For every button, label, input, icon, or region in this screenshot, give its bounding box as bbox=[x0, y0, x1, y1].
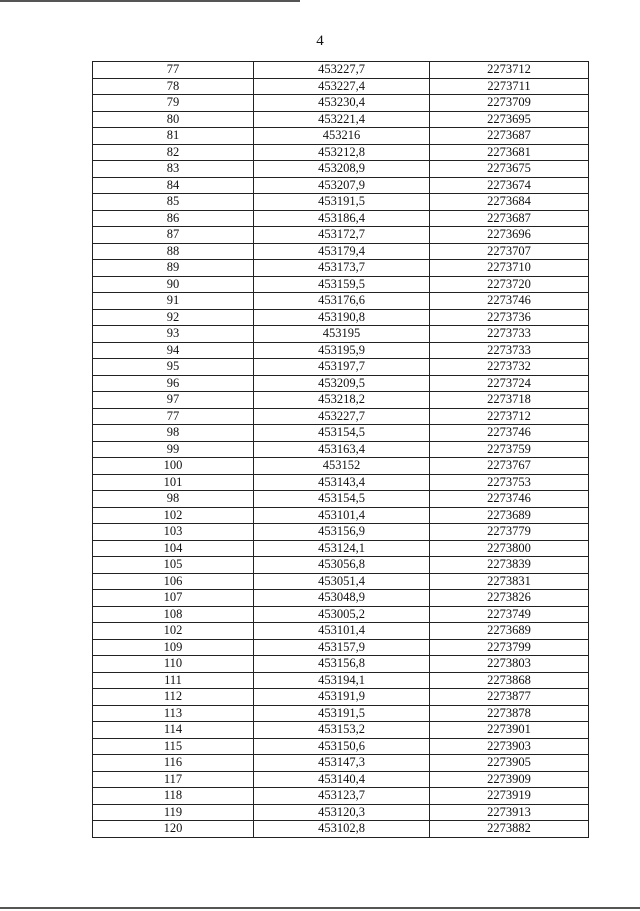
point-number-cell: 85 bbox=[93, 194, 254, 211]
x-coordinate-cell: 453163,4 bbox=[254, 441, 430, 458]
y-coordinate-cell: 2273882 bbox=[430, 821, 589, 838]
x-coordinate-cell: 453195,9 bbox=[254, 342, 430, 359]
x-coordinate-cell: 453152 bbox=[254, 458, 430, 475]
point-number-cell: 100 bbox=[93, 458, 254, 475]
x-coordinate-cell: 453227,7 bbox=[254, 62, 430, 79]
point-number-cell: 101 bbox=[93, 474, 254, 491]
x-coordinate-cell: 453230,4 bbox=[254, 95, 430, 112]
x-coordinate-cell: 453140,4 bbox=[254, 771, 430, 788]
x-coordinate-cell: 453212,8 bbox=[254, 144, 430, 161]
x-coordinate-cell: 453197,7 bbox=[254, 359, 430, 376]
x-coordinate-cell: 453101,4 bbox=[254, 623, 430, 640]
y-coordinate-cell: 2273696 bbox=[430, 227, 589, 244]
table-row bbox=[93, 309, 589, 326]
x-coordinate-cell: 453005,2 bbox=[254, 606, 430, 623]
x-coordinate-cell: 453154,5 bbox=[254, 425, 430, 442]
y-coordinate-cell: 2273878 bbox=[430, 705, 589, 722]
y-coordinate-cell: 2273753 bbox=[430, 474, 589, 491]
table-row bbox=[93, 524, 589, 541]
y-coordinate-cell: 2273687 bbox=[430, 210, 589, 227]
table-row bbox=[93, 425, 589, 442]
y-coordinate-cell: 2273710 bbox=[430, 260, 589, 277]
point-number-cell: 80 bbox=[93, 111, 254, 128]
table-row bbox=[93, 177, 589, 194]
table-row bbox=[93, 326, 589, 343]
x-coordinate-cell: 453051,4 bbox=[254, 573, 430, 590]
y-coordinate-cell: 2273675 bbox=[430, 161, 589, 178]
table-row bbox=[93, 161, 589, 178]
x-coordinate-cell: 453207,9 bbox=[254, 177, 430, 194]
point-number-cell: 108 bbox=[93, 606, 254, 623]
table-row bbox=[93, 276, 589, 293]
x-coordinate-cell: 453159,5 bbox=[254, 276, 430, 293]
x-coordinate-cell: 453190,8 bbox=[254, 309, 430, 326]
y-coordinate-cell: 2273732 bbox=[430, 359, 589, 376]
y-coordinate-cell: 2273674 bbox=[430, 177, 589, 194]
point-number-cell: 119 bbox=[93, 804, 254, 821]
x-coordinate-cell: 453143,4 bbox=[254, 474, 430, 491]
table-row bbox=[93, 359, 589, 376]
table-row bbox=[93, 590, 589, 607]
table-row bbox=[93, 243, 589, 260]
table-row bbox=[93, 458, 589, 475]
point-number-cell: 77 bbox=[93, 62, 254, 79]
table-row bbox=[93, 375, 589, 392]
point-number-cell: 104 bbox=[93, 540, 254, 557]
point-number-cell: 94 bbox=[93, 342, 254, 359]
y-coordinate-cell: 2273712 bbox=[430, 62, 589, 79]
x-coordinate-cell: 453179,4 bbox=[254, 243, 430, 260]
y-coordinate-cell: 2273746 bbox=[430, 425, 589, 442]
y-coordinate-cell: 2273839 bbox=[430, 557, 589, 574]
table-row bbox=[93, 293, 589, 310]
point-number-cell: 110 bbox=[93, 656, 254, 673]
x-coordinate-cell: 453056,8 bbox=[254, 557, 430, 574]
y-coordinate-cell: 2273877 bbox=[430, 689, 589, 706]
x-coordinate-cell: 453157,9 bbox=[254, 639, 430, 656]
coordinates-table bbox=[92, 61, 589, 838]
point-number-cell: 91 bbox=[93, 293, 254, 310]
x-coordinate-cell: 453123,7 bbox=[254, 788, 430, 805]
x-coordinate-cell: 453227,7 bbox=[254, 408, 430, 425]
table-row bbox=[93, 144, 589, 161]
table-row bbox=[93, 194, 589, 211]
x-coordinate-cell: 453172,7 bbox=[254, 227, 430, 244]
top-border-line bbox=[0, 0, 300, 2]
point-number-cell: 109 bbox=[93, 639, 254, 656]
table-row bbox=[93, 78, 589, 95]
table-row bbox=[93, 656, 589, 673]
table-row bbox=[93, 788, 589, 805]
x-coordinate-cell: 453156,8 bbox=[254, 656, 430, 673]
x-coordinate-cell: 453154,5 bbox=[254, 491, 430, 508]
x-coordinate-cell: 453208,9 bbox=[254, 161, 430, 178]
y-coordinate-cell: 2273759 bbox=[430, 441, 589, 458]
point-number-cell: 97 bbox=[93, 392, 254, 409]
point-number-cell: 92 bbox=[93, 309, 254, 326]
coordinates-table-body bbox=[93, 62, 589, 838]
point-number-cell: 84 bbox=[93, 177, 254, 194]
y-coordinate-cell: 2273746 bbox=[430, 293, 589, 310]
y-coordinate-cell: 2273831 bbox=[430, 573, 589, 590]
y-coordinate-cell: 2273800 bbox=[430, 540, 589, 557]
point-number-cell: 105 bbox=[93, 557, 254, 574]
point-number-cell: 112 bbox=[93, 689, 254, 706]
point-number-cell: 86 bbox=[93, 210, 254, 227]
point-number-cell: 113 bbox=[93, 705, 254, 722]
x-coordinate-cell: 453176,6 bbox=[254, 293, 430, 310]
x-coordinate-cell: 453186,4 bbox=[254, 210, 430, 227]
table-row bbox=[93, 260, 589, 277]
table-row bbox=[93, 111, 589, 128]
table-row bbox=[93, 491, 589, 508]
point-number-cell: 107 bbox=[93, 590, 254, 607]
y-coordinate-cell: 2273913 bbox=[430, 804, 589, 821]
table-row bbox=[93, 474, 589, 491]
point-number-cell: 77 bbox=[93, 408, 254, 425]
point-number-cell: 106 bbox=[93, 573, 254, 590]
y-coordinate-cell: 2273826 bbox=[430, 590, 589, 607]
y-coordinate-cell: 2273684 bbox=[430, 194, 589, 211]
x-coordinate-cell: 453218,2 bbox=[254, 392, 430, 409]
point-number-cell: 82 bbox=[93, 144, 254, 161]
y-coordinate-cell: 2273919 bbox=[430, 788, 589, 805]
x-coordinate-cell: 453102,8 bbox=[254, 821, 430, 838]
table-row bbox=[93, 705, 589, 722]
point-number-cell: 111 bbox=[93, 672, 254, 689]
point-number-cell: 93 bbox=[93, 326, 254, 343]
x-coordinate-cell: 453209,5 bbox=[254, 375, 430, 392]
table-row bbox=[93, 540, 589, 557]
y-coordinate-cell: 2273695 bbox=[430, 111, 589, 128]
table-row bbox=[93, 62, 589, 79]
point-number-cell: 115 bbox=[93, 738, 254, 755]
x-coordinate-cell: 453191,5 bbox=[254, 194, 430, 211]
x-coordinate-cell: 453120,3 bbox=[254, 804, 430, 821]
table-row bbox=[93, 771, 589, 788]
point-number-cell: 117 bbox=[93, 771, 254, 788]
page-number: 4 bbox=[316, 33, 324, 49]
y-coordinate-cell: 2273711 bbox=[430, 78, 589, 95]
point-number-cell: 116 bbox=[93, 755, 254, 772]
table-row bbox=[93, 623, 589, 640]
x-coordinate-cell: 453194,1 bbox=[254, 672, 430, 689]
y-coordinate-cell: 2273718 bbox=[430, 392, 589, 409]
point-number-cell: 88 bbox=[93, 243, 254, 260]
y-coordinate-cell: 2273736 bbox=[430, 309, 589, 326]
table-row bbox=[93, 573, 589, 590]
y-coordinate-cell: 2273689 bbox=[430, 623, 589, 640]
point-number-cell: 103 bbox=[93, 524, 254, 541]
y-coordinate-cell: 2273681 bbox=[430, 144, 589, 161]
table-row bbox=[93, 738, 589, 755]
y-coordinate-cell: 2273799 bbox=[430, 639, 589, 656]
y-coordinate-cell: 2273868 bbox=[430, 672, 589, 689]
point-number-cell: 89 bbox=[93, 260, 254, 277]
y-coordinate-cell: 2273903 bbox=[430, 738, 589, 755]
x-coordinate-cell: 453101,4 bbox=[254, 507, 430, 524]
table-row bbox=[93, 408, 589, 425]
x-coordinate-cell: 453147,3 bbox=[254, 755, 430, 772]
table-row bbox=[93, 210, 589, 227]
y-coordinate-cell: 2273707 bbox=[430, 243, 589, 260]
table-row bbox=[93, 557, 589, 574]
point-number-cell: 98 bbox=[93, 491, 254, 508]
y-coordinate-cell: 2273687 bbox=[430, 128, 589, 145]
table-row bbox=[93, 722, 589, 739]
point-number-cell: 79 bbox=[93, 95, 254, 112]
x-coordinate-cell: 453173,7 bbox=[254, 260, 430, 277]
table-row bbox=[93, 227, 589, 244]
y-coordinate-cell: 2273689 bbox=[430, 507, 589, 524]
y-coordinate-cell: 2273724 bbox=[430, 375, 589, 392]
point-number-cell: 99 bbox=[93, 441, 254, 458]
point-number-cell: 83 bbox=[93, 161, 254, 178]
table-row bbox=[93, 342, 589, 359]
point-number-cell: 114 bbox=[93, 722, 254, 739]
table-row bbox=[93, 128, 589, 145]
x-coordinate-cell: 453124,1 bbox=[254, 540, 430, 557]
table-row bbox=[93, 755, 589, 772]
point-number-cell: 98 bbox=[93, 425, 254, 442]
y-coordinate-cell: 2273749 bbox=[430, 606, 589, 623]
x-coordinate-cell: 453195 bbox=[254, 326, 430, 343]
y-coordinate-cell: 2273712 bbox=[430, 408, 589, 425]
table-row bbox=[93, 507, 589, 524]
point-number-cell: 102 bbox=[93, 623, 254, 640]
point-number-cell: 118 bbox=[93, 788, 254, 805]
x-coordinate-cell: 453191,5 bbox=[254, 705, 430, 722]
x-coordinate-cell: 453156,9 bbox=[254, 524, 430, 541]
table-row bbox=[93, 392, 589, 409]
y-coordinate-cell: 2273746 bbox=[430, 491, 589, 508]
table-row bbox=[93, 689, 589, 706]
point-number-cell: 95 bbox=[93, 359, 254, 376]
table-row bbox=[93, 821, 589, 838]
y-coordinate-cell: 2273905 bbox=[430, 755, 589, 772]
x-coordinate-cell: 453221,4 bbox=[254, 111, 430, 128]
y-coordinate-cell: 2273767 bbox=[430, 458, 589, 475]
x-coordinate-cell: 453048,9 bbox=[254, 590, 430, 607]
x-coordinate-cell: 453191,9 bbox=[254, 689, 430, 706]
point-number-cell: 102 bbox=[93, 507, 254, 524]
y-coordinate-cell: 2273709 bbox=[430, 95, 589, 112]
y-coordinate-cell: 2273909 bbox=[430, 771, 589, 788]
y-coordinate-cell: 2273720 bbox=[430, 276, 589, 293]
y-coordinate-cell: 2273733 bbox=[430, 326, 589, 343]
bottom-border-line bbox=[0, 907, 640, 909]
point-number-cell: 87 bbox=[93, 227, 254, 244]
table-row bbox=[93, 639, 589, 656]
table-row bbox=[93, 606, 589, 623]
point-number-cell: 81 bbox=[93, 128, 254, 145]
y-coordinate-cell: 2273733 bbox=[430, 342, 589, 359]
table-row bbox=[93, 441, 589, 458]
point-number-cell: 90 bbox=[93, 276, 254, 293]
table-row bbox=[93, 672, 589, 689]
table-row bbox=[93, 95, 589, 112]
point-number-cell: 96 bbox=[93, 375, 254, 392]
point-number-cell: 120 bbox=[93, 821, 254, 838]
table-row bbox=[93, 804, 589, 821]
y-coordinate-cell: 2273901 bbox=[430, 722, 589, 739]
x-coordinate-cell: 453216 bbox=[254, 128, 430, 145]
y-coordinate-cell: 2273803 bbox=[430, 656, 589, 673]
x-coordinate-cell: 453227,4 bbox=[254, 78, 430, 95]
point-number-cell: 78 bbox=[93, 78, 254, 95]
x-coordinate-cell: 453153,2 bbox=[254, 722, 430, 739]
y-coordinate-cell: 2273779 bbox=[430, 524, 589, 541]
x-coordinate-cell: 453150,6 bbox=[254, 738, 430, 755]
